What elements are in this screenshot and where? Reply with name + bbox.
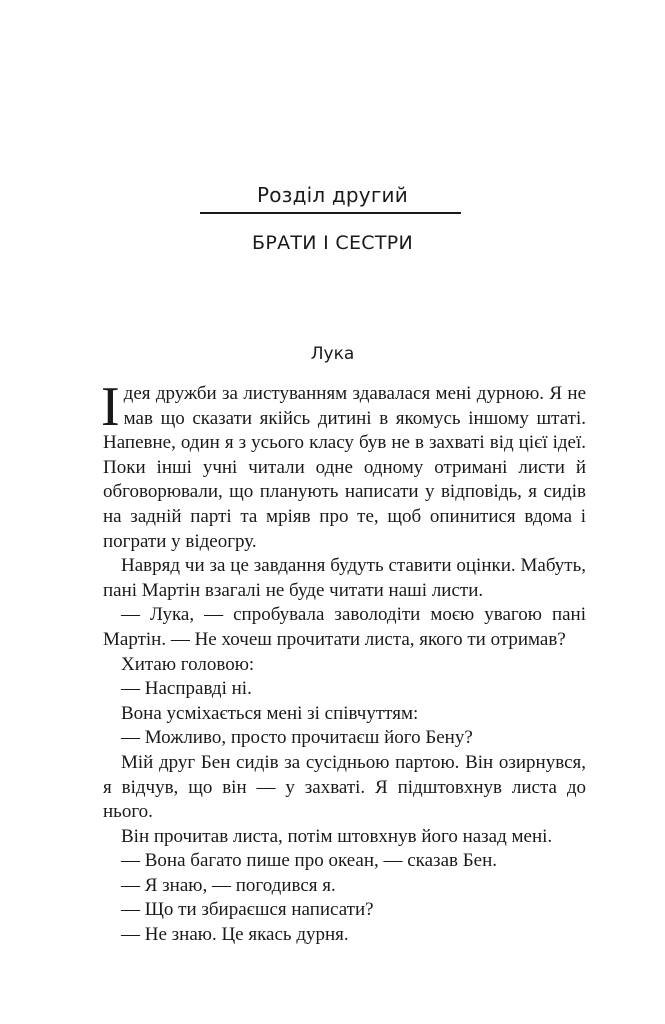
paragraph-text: дея дружби за листуванням здавалася мені дурною. Я не мав що сказати якійсь дитині в якомусь іншому штаті. Напевне, один я з усього класу був не в захваті від цієї ідеї. Поки інші учні читали одне одному отримані листи й обговорювали, що планують написати у відповідь, я сидів на задній парті та мріяв про те, щоб опинитися вдома і пограти у відеогру. — [103, 383, 586, 552]
paragraph: Навряд чи за це завдання будуть ставити оцінки. Мабуть, пані Мартін взагалі не буде читати наші листи. — [103, 555, 586, 601]
paragraph: Хитаю головою: — [121, 653, 255, 675]
paragraph: Він прочитав листа, потім штовхнув його назад мені. — [121, 825, 553, 847]
paragraph: — Що ти збираєшся написати? — [121, 899, 374, 921]
paragraph: — Можливо, просто прочитаєш його Бену? — [121, 727, 473, 749]
section-heading: Лука — [310, 344, 355, 364]
chapter-title: БРАТИ І СЕСТРИ — [251, 232, 413, 254]
drop-cap: І — [101, 376, 120, 438]
paragraph: — Насправді ні. — [121, 678, 252, 700]
paragraph: Мій друг Бен сидів за сусідньою партою. Він озирнувся, я відчув, що він — у захваті. Я підштовхнув листа до нього. — [103, 751, 586, 823]
paragraph: — Я знаю, — погодився я. — [121, 874, 336, 896]
paragraph: — Лука, — спробувала заволодіти моєю увагою пані Мартін. — Не хочеш прочитати листа, якого ти отримав? — [103, 604, 586, 650]
chapter-divider — [200, 212, 461, 214]
paragraph: — Не знаю. Це якась дурня. — [121, 924, 349, 946]
chapter-label: Розділ другий — [257, 183, 408, 207]
paragraph: — Вона багато пише про океан, — сказав Бен. — [121, 850, 497, 872]
paragraph: Вона усміхається мені зі співчуттям: — [121, 702, 419, 724]
paragraph — [101, 376, 586, 554]
body-text — [101, 376, 586, 948]
